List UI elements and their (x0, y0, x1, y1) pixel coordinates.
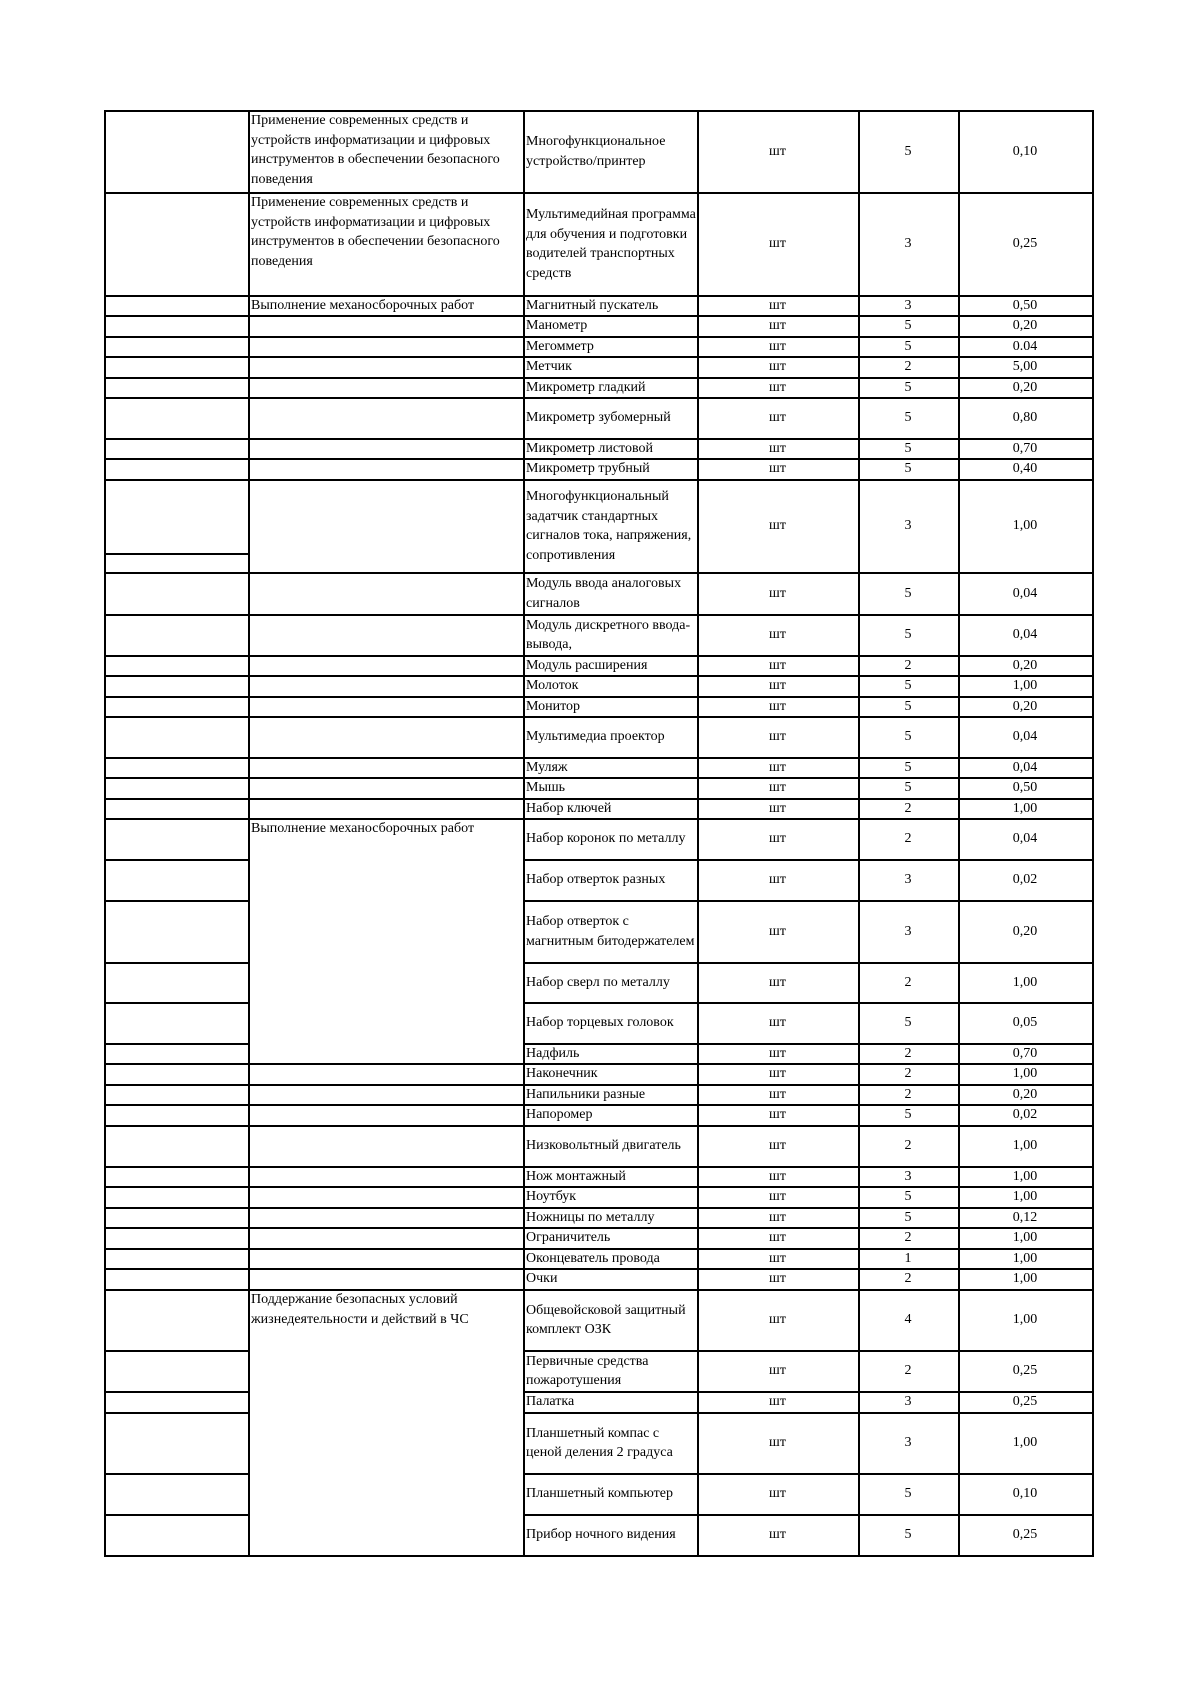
item-qty: 5 (904, 759, 912, 775)
row-line-col1 (104, 1248, 250, 1250)
item-value: 0,50 (1012, 297, 1038, 313)
item-unit: шт (769, 923, 786, 939)
section-row-line (248, 438, 525, 440)
item-name: Набор отверток разных (526, 872, 666, 888)
item-name: Молоток (526, 678, 579, 694)
item-unit: шт (769, 1086, 786, 1102)
row-line-col1 (104, 798, 250, 800)
table-border-left (104, 110, 106, 1555)
item-qty: 4 (904, 1312, 912, 1328)
item-qty: 3 (904, 297, 912, 313)
row-line-col1 (104, 614, 250, 616)
item-value: 0,20 (1012, 657, 1038, 673)
item-name: Напильники разные (526, 1086, 646, 1102)
section-row-line (248, 1063, 525, 1065)
row-line-col1 (104, 356, 250, 358)
row-line-col1 (104, 295, 250, 297)
item-value: 0,25 (1012, 236, 1038, 252)
item-unit: шт (769, 678, 786, 694)
table-border-right (1092, 110, 1094, 1555)
item-value: 1,00 (1012, 800, 1038, 816)
item-qty: 3 (904, 872, 912, 888)
section-row-line (248, 655, 525, 657)
row-line-col1 (104, 192, 250, 194)
item-unit: шт (769, 1486, 786, 1502)
item-unit: шт (769, 1394, 786, 1410)
item-name: Оконцеватель провода (526, 1250, 660, 1266)
item-qty: 5 (904, 1527, 912, 1543)
item-name: Общевойсковой защитный комплект ОЗК (526, 1302, 686, 1337)
item-value: 0.04 (1012, 338, 1038, 354)
item-name: Микрометр трубный (526, 461, 650, 477)
item-name: Низковольтный двигатель (526, 1138, 681, 1154)
item-value: 0,20 (1012, 1086, 1038, 1102)
item-name: Набор торцевых головок (526, 1015, 674, 1031)
item-qty: 5 (904, 698, 912, 714)
item-qty: 2 (904, 657, 912, 673)
section-row-line (248, 675, 525, 677)
item-name: Набор коронок по металлу (526, 831, 686, 847)
item-name: Многофункциональное устройство/принтер (526, 134, 666, 169)
item-value: 0,04 (1012, 729, 1038, 745)
item-qty: 3 (904, 923, 912, 939)
item-name: Набор сверл по металлу (526, 974, 670, 990)
section-row-line (248, 458, 525, 460)
item-name: Микрометр зубомерный (526, 410, 671, 426)
item-name: Надфиль (526, 1045, 580, 1061)
section-row-line (248, 1125, 525, 1127)
item-name: Мегомметр (526, 338, 594, 354)
row-line-col1 (104, 655, 250, 657)
item-value: 0,10 (1012, 1486, 1038, 1502)
item-qty: 5 (904, 1486, 912, 1502)
item-value: 1,00 (1012, 1066, 1038, 1082)
row-line-col1 (104, 818, 250, 820)
item-value: 0,70 (1012, 1045, 1038, 1061)
item-value: 1,00 (1012, 678, 1038, 694)
item-qty: 5 (904, 585, 912, 601)
row-line-col1 (104, 675, 250, 677)
item-unit: шт (769, 974, 786, 990)
item-qty: 2 (904, 974, 912, 990)
item-value: 0,40 (1012, 461, 1038, 477)
item-name: Напоромер (526, 1107, 593, 1123)
row-line-col1 (104, 1391, 250, 1393)
item-qty: 3 (904, 518, 912, 534)
section-row-line (248, 1227, 525, 1229)
item-name: Палатка (526, 1394, 575, 1410)
item-qty: 5 (904, 1107, 912, 1123)
item-qty: 2 (904, 800, 912, 816)
section-row-line (248, 572, 525, 574)
section-row-line (248, 777, 525, 779)
item-qty: 5 (904, 1189, 912, 1205)
item-value: 0,12 (1012, 1209, 1038, 1225)
item-unit: шт (769, 1271, 786, 1287)
item-unit: шт (769, 410, 786, 426)
row-line-col1 (104, 1412, 250, 1414)
section-label: Выполнение механосборочных работ (251, 821, 475, 836)
row-line-col1 (104, 1207, 250, 1209)
item-unit: шт (769, 1435, 786, 1451)
item-value: 1,00 (1012, 1189, 1038, 1205)
item-value: 1,00 (1012, 518, 1038, 534)
item-name: Магнитный пускатель (526, 297, 659, 313)
item-value: 0,02 (1012, 1107, 1038, 1123)
item-name: Муляж (526, 759, 568, 775)
item-qty: 5 (904, 440, 912, 456)
section-row-line (248, 479, 525, 481)
item-name: Планшетный компас с ценой деления 2 градуса (526, 1425, 673, 1460)
item-value: 0,20 (1012, 379, 1038, 395)
section-row-line (248, 1268, 525, 1270)
item-qty: 2 (904, 1271, 912, 1287)
item-unit: шт (769, 338, 786, 354)
item-value: 0,25 (1012, 1527, 1038, 1543)
item-name: Многофункциональный задатчик стандартных сигналов тока, напряжения, сопротивления (526, 489, 692, 563)
item-name: Метчик (526, 359, 572, 375)
item-unit: шт (769, 1138, 786, 1154)
item-qty: 5 (904, 1209, 912, 1225)
row-line-col1 (104, 1473, 250, 1475)
item-qty: 2 (904, 1363, 912, 1379)
row-line-col1 (104, 377, 250, 379)
row-line-col1 (104, 1514, 250, 1516)
item-unit: шт (769, 657, 786, 673)
item-name: Ограничитель (526, 1230, 611, 1246)
row-line-col1 (104, 859, 250, 861)
section-row-line (248, 1186, 525, 1188)
item-unit: шт (769, 318, 786, 334)
section-row-line (248, 716, 525, 718)
item-value: 1,00 (1012, 1230, 1038, 1246)
item-name: Модуль расширения (526, 657, 648, 673)
row-line-col1 (104, 315, 250, 317)
item-qty: 5 (904, 338, 912, 354)
item-value: 0,05 (1012, 1015, 1038, 1031)
item-name: Мультимедиа проектор (526, 729, 665, 745)
section-row-line (248, 1084, 525, 1086)
item-name: Мультимедийная программа для обучения и подготовки водителей транспортных средств (526, 207, 696, 281)
item-unit: шт (769, 1066, 786, 1082)
row-line-col1 (104, 1186, 250, 1188)
item-qty: 5 (904, 410, 912, 426)
row-line-col1 (104, 900, 250, 902)
item-unit: шт (769, 872, 786, 888)
item-qty: 5 (904, 627, 912, 643)
item-name: Манометр (526, 318, 588, 334)
section-label: Применение современных средств и устройств информатизации и цифровых инструментов в обеспечении безопасного поведения (251, 195, 500, 269)
row-line-col1 (104, 1555, 250, 1557)
section-row-line (248, 798, 525, 800)
section-row-line (248, 1166, 525, 1168)
item-value: 1,00 (1012, 1250, 1038, 1266)
section-line (248, 1555, 525, 1557)
row-line-col1 (104, 1268, 250, 1270)
item-name: Ножницы по металлу (526, 1209, 655, 1225)
section-row-line (248, 1104, 525, 1106)
row-line-col1 (104, 1063, 250, 1065)
item-value: 1,00 (1012, 1168, 1038, 1184)
item-name: Модуль ввода аналоговых сигналов (526, 576, 682, 611)
item-qty: 3 (904, 236, 912, 252)
item-unit: шт (769, 143, 786, 159)
row-line-col1-extra (104, 553, 248, 555)
item-unit: шт (769, 1363, 786, 1379)
item-qty: 5 (904, 379, 912, 395)
row-line-col1 (104, 716, 250, 718)
item-unit: шт (769, 1230, 786, 1246)
item-value: 0,20 (1012, 923, 1038, 939)
item-unit: шт (769, 1107, 786, 1123)
item-qty: 5 (904, 318, 912, 334)
row-line-right (523, 1555, 1094, 1557)
item-name: Микрометр листовой (526, 440, 653, 456)
item-unit: шт (769, 1312, 786, 1328)
item-qty: 5 (904, 780, 912, 796)
item-name: Мышь (526, 780, 566, 796)
item-value: 0,80 (1012, 410, 1038, 426)
item-value: 0,04 (1012, 627, 1038, 643)
item-unit: шт (769, 759, 786, 775)
item-value: 0,20 (1012, 698, 1038, 714)
item-unit: шт (769, 359, 786, 375)
item-unit: шт (769, 780, 786, 796)
item-qty: 5 (904, 461, 912, 477)
section-row-line (248, 696, 525, 698)
item-qty: 3 (904, 1168, 912, 1184)
item-qty: 3 (904, 1394, 912, 1410)
item-value: 0,04 (1012, 831, 1038, 847)
item-name: Прибор ночного видения (526, 1527, 676, 1543)
row-line-col1 (104, 1043, 250, 1045)
item-value: 1,00 (1012, 1271, 1038, 1287)
row-line-col1 (104, 336, 250, 338)
item-unit: шт (769, 1250, 786, 1266)
item-value: 5,00 (1012, 359, 1038, 375)
item-name: Ноутбук (526, 1189, 577, 1205)
item-qty: 5 (904, 1015, 912, 1031)
section-label: Применение современных средств и устройств информатизации и цифровых инструментов в обеспечении безопасного поведения (251, 113, 500, 187)
item-name: Планшетный компьютер (526, 1486, 673, 1502)
item-unit: шт (769, 1189, 786, 1205)
item-unit: шт (769, 1527, 786, 1543)
item-value: 0,04 (1012, 585, 1038, 601)
item-value: 1,00 (1012, 974, 1038, 990)
item-name: Наконечник (526, 1066, 598, 1082)
section-row-line (248, 1207, 525, 1209)
item-value: 1,00 (1012, 1312, 1038, 1328)
item-qty: 2 (904, 1066, 912, 1082)
item-value: 0,10 (1012, 143, 1038, 159)
row-line-col1 (104, 479, 250, 481)
item-qty: 3 (904, 1435, 912, 1451)
item-qty: 2 (904, 1086, 912, 1102)
item-value: 0,04 (1012, 759, 1038, 775)
item-unit: шт (769, 831, 786, 847)
item-qty: 5 (904, 143, 912, 159)
row-line-col1 (104, 962, 250, 964)
item-name: Первичные средства пожаротушения (526, 1353, 649, 1388)
item-unit: шт (769, 297, 786, 313)
item-name: Набор отверток с магнитным битодержателем (526, 914, 695, 949)
row-line-col1 (104, 1084, 250, 1086)
row-line-col1 (104, 438, 250, 440)
row-line-col1 (104, 110, 250, 112)
item-value: 1,00 (1012, 1138, 1038, 1154)
section-row-line (248, 757, 525, 759)
item-unit: шт (769, 800, 786, 816)
row-line-col1 (104, 1289, 250, 1291)
item-qty: 5 (904, 678, 912, 694)
item-qty: 2 (904, 1045, 912, 1061)
item-qty: 5 (904, 729, 912, 745)
item-value: 0,70 (1012, 440, 1038, 456)
item-value: 0,50 (1012, 780, 1038, 796)
table-col1-divider (248, 110, 250, 1555)
section-label: Поддержание безопасных условий жизнедеятельности и действий в ЧС (251, 1292, 469, 1327)
row-line-col1 (104, 1002, 250, 1004)
item-unit: шт (769, 1015, 786, 1031)
item-qty: 2 (904, 831, 912, 847)
item-qty: 2 (904, 1138, 912, 1154)
item-qty: 2 (904, 1230, 912, 1246)
item-unit: шт (769, 1209, 786, 1225)
section-row-line (248, 1248, 525, 1250)
item-unit: шт (769, 729, 786, 745)
row-line-col1 (104, 1125, 250, 1127)
item-unit: шт (769, 379, 786, 395)
item-unit: шт (769, 698, 786, 714)
row-line-col1 (104, 1227, 250, 1229)
item-value: 0,25 (1012, 1363, 1038, 1379)
row-line-col1 (104, 757, 250, 759)
item-name: Набор ключей (526, 800, 612, 816)
item-name: Микрометр гладкий (526, 379, 646, 395)
item-name: Модуль дискретного ввода-вывода, (526, 617, 691, 652)
item-unit: шт (769, 461, 786, 477)
row-line-col1 (104, 1350, 250, 1352)
section-label: Выполнение механосборочных работ (251, 298, 475, 313)
row-line-col1 (104, 777, 250, 779)
item-qty: 2 (904, 359, 912, 375)
item-value: 0,20 (1012, 318, 1038, 334)
item-value: 1,00 (1012, 1435, 1038, 1451)
item-value: 0,02 (1012, 872, 1038, 888)
row-line-col1 (104, 397, 250, 399)
item-unit: шт (769, 440, 786, 456)
row-line-col1 (104, 458, 250, 460)
item-value: 0,25 (1012, 1394, 1038, 1410)
item-name: Монитор (526, 698, 581, 714)
item-unit: шт (769, 236, 786, 252)
row-line-col1 (104, 1104, 250, 1106)
item-name: Нож монтажный (526, 1168, 626, 1184)
row-line-col1 (104, 1166, 250, 1168)
section-row-line (248, 614, 525, 616)
item-unit: шт (769, 518, 786, 534)
row-line-col1 (104, 696, 250, 698)
row-line-col1 (104, 572, 250, 574)
item-name: Очки (526, 1271, 558, 1287)
table-col3-divider (523, 110, 525, 1555)
item-qty: 1 (904, 1250, 912, 1266)
item-unit: шт (769, 1045, 786, 1061)
item-unit: шт (769, 585, 786, 601)
item-unit: шт (769, 627, 786, 643)
item-unit: шт (769, 1168, 786, 1184)
